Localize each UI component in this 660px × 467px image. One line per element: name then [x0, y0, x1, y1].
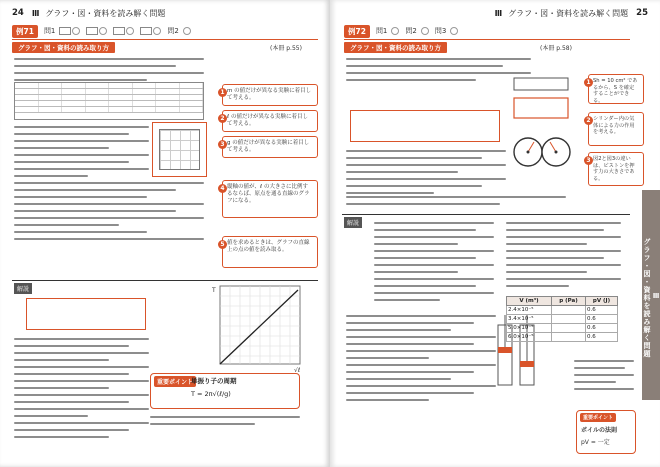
problem-badge: 例72 [344, 25, 370, 38]
problem-bar-rule [344, 39, 630, 40]
hint-callout-3: 3 g の値だけが異なる実験に着目して考える。 [222, 136, 318, 158]
problem-badge: 例71 [12, 25, 38, 38]
problem-item: 問2 [167, 27, 179, 35]
section-title: グラフ・図・資料を読み解く問題 [45, 8, 166, 18]
sub-banner: グラフ・図・資料の読み取り方 [12, 42, 115, 53]
result-text [574, 360, 634, 395]
graph-y-label: T [212, 287, 216, 294]
results-table [506, 296, 618, 342]
answer-cell [140, 27, 152, 35]
section-roman: Ⅲ [31, 8, 40, 18]
experiment-box [350, 110, 500, 142]
chapter-side-tab [642, 190, 660, 400]
section-roman: Ⅲ [494, 8, 503, 18]
graph-x-label: √ℓ [294, 367, 301, 372]
key-point-formula: T = 2π√(ℓ/g) [191, 390, 231, 398]
explanation-text [374, 222, 494, 306]
side-tab-roman: Ⅲ [652, 291, 660, 301]
key-point-formula: pV = 一定 [581, 439, 610, 446]
side-tab-label: グラフ・図・資料を読み解く問題 [643, 238, 651, 358]
blank-graph [152, 122, 207, 177]
problem-text [14, 182, 204, 245]
answer-number [126, 27, 134, 35]
hint-callout-5: 5 値を求めるときは、グラフの直線上の点の値を読み取る。 [222, 236, 318, 268]
key-point-title: ボイルの法則 [581, 427, 618, 434]
kaisetsu-label: 解説 [344, 217, 362, 228]
problem-item: 問2 [405, 27, 417, 35]
hint-callout-4: 4 縦軸の値が、ℓ の大きさに比例するならば、原点を通る直線のグラフになる。 [222, 180, 318, 218]
answer-number [72, 27, 80, 35]
sub-banner: グラフ・図・資料の読み取り方 [344, 42, 447, 53]
hint-callout-1: 1 m の値だけが異なる実験に着目して考える。 [222, 84, 318, 106]
explanation-text [150, 416, 300, 430]
kaisetsu-label: 解説 [14, 283, 32, 294]
key-point-title: 単振り子の周期 [191, 377, 237, 385]
hint-callout-2: 2 シリンダー内の気体による力の作用を考える。 [588, 112, 644, 146]
data-table [14, 82, 204, 120]
table-header: pV (J) [586, 297, 618, 306]
page-number: 24 [12, 8, 24, 18]
answer-cell [113, 27, 125, 35]
problem-bar [344, 24, 630, 38]
key-formula-box [26, 298, 146, 330]
hint-callout-3: 3 図2と図3の違いは、ピストンを押す力の大きさである。 [588, 152, 644, 186]
page-number: 25 [636, 8, 648, 18]
key-point-box [576, 410, 636, 454]
key-point-tag: 重要ポイント [154, 376, 196, 387]
key-point-box [150, 373, 300, 409]
table-row: 6.0×10⁻⁵ 0.6 [507, 333, 618, 342]
key-point-tag: 重要ポイント [580, 413, 616, 422]
problem-bar [12, 24, 318, 38]
table-row: 5.0×10⁻⁵ 0.6 [507, 324, 618, 333]
answer-number [183, 27, 191, 35]
hint-callout-2: 2 ℓ の値だけが異なる実験に着目して考える。 [222, 110, 318, 132]
table-row: 2.4×10⁻⁵ 0.6 [507, 306, 618, 315]
problem-item: 問3 [434, 27, 447, 35]
section-title: グラフ・図・資料を読み解く問題 [508, 8, 629, 18]
problem-text [346, 150, 506, 199]
problem-item: 問1 [375, 27, 388, 35]
answer-cell [86, 27, 98, 35]
explanation-text [14, 338, 149, 443]
explanation-text [346, 315, 496, 406]
reference: (本冊 p.55) [270, 45, 302, 52]
right-header [342, 6, 648, 20]
table-header: V (m³) [507, 297, 552, 306]
problem-item: 問1 [43, 27, 56, 35]
result-text [506, 222, 621, 292]
left-header [12, 6, 318, 20]
table-row: 3.4×10⁻⁵ 0.6 [507, 315, 618, 324]
problem-text [14, 126, 149, 182]
table-header: p (Pa) [552, 297, 586, 306]
answer-number [421, 27, 429, 35]
problem-text [346, 58, 531, 86]
answer-number [153, 27, 161, 35]
answer-graph [210, 282, 310, 372]
answer-number [450, 27, 458, 35]
answer-number [391, 27, 399, 35]
hint-callout-1: 1 Sh = 10 cm² であるから、S を確定することができる。 [588, 74, 644, 104]
right-page [330, 0, 660, 467]
reference: (本冊 p.58) [540, 45, 572, 52]
answer-number [99, 27, 107, 35]
apparatus-diagram [506, 72, 576, 192]
problem-text [346, 196, 566, 210]
answer-cell [59, 27, 71, 35]
problem-bar-rule [12, 39, 318, 40]
